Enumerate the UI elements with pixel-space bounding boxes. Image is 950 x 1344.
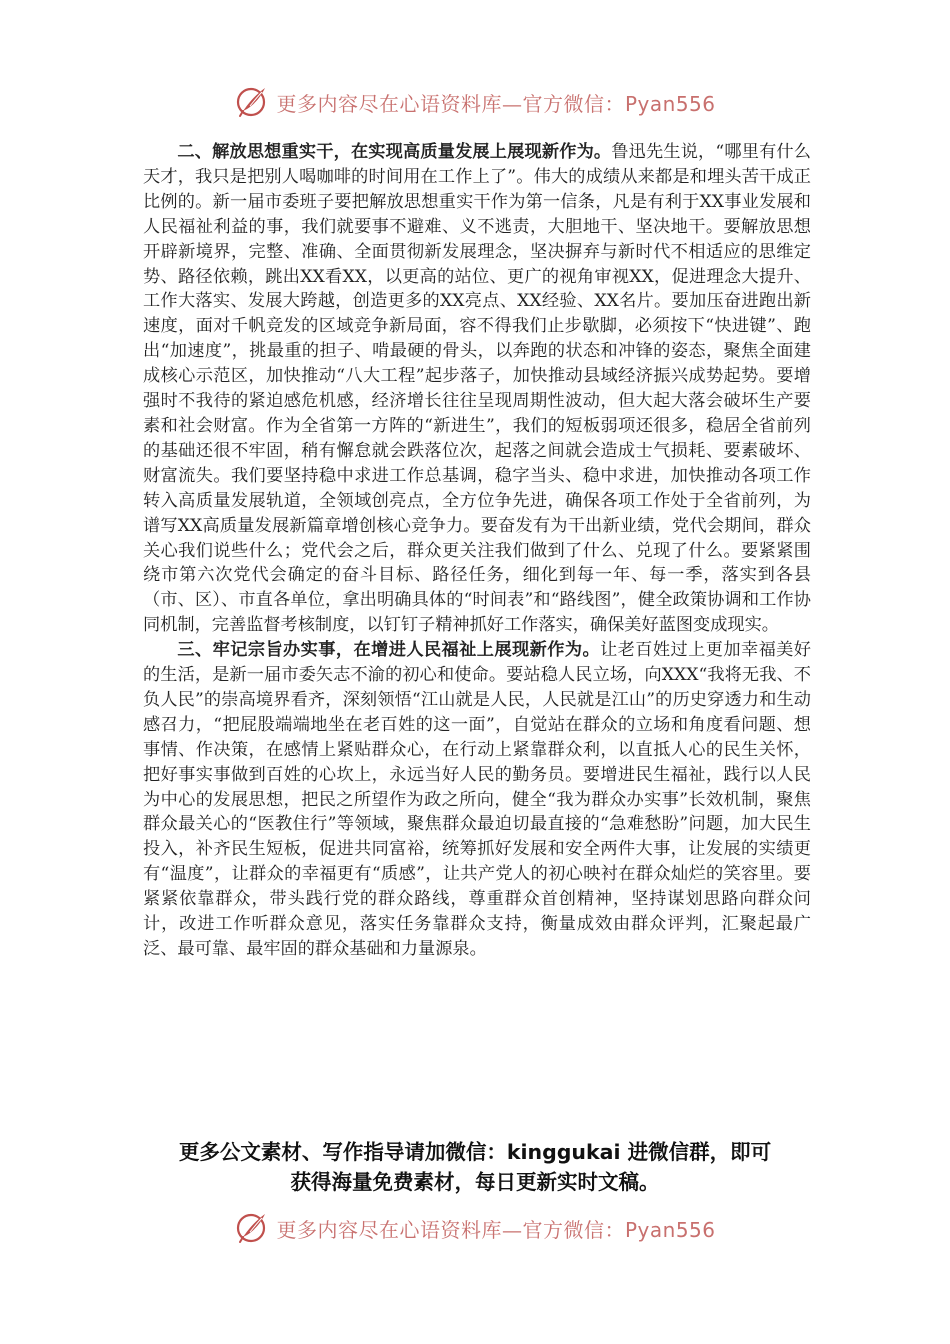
footer-banner xyxy=(0,1210,950,1246)
header-banner xyxy=(0,84,950,120)
wechat-notice xyxy=(120,1137,830,1197)
article-paragraph xyxy=(143,140,811,638)
article-paragraph xyxy=(143,638,811,962)
header-banner-handle: Pyan556 xyxy=(624,91,716,116)
header-banner-text: 更多内容尽在心语资料库—官方微信：Pyan556 xyxy=(276,91,716,116)
paragraph-body: 鲁迅先生说，“哪里有什么天才，我只是把别人喝咖啡的时间用在工作上了”。伟大的成绩从来都是和埋头苦干成正比例的。新一届市委班子要把解放思想重实干作为第一信条，凡是有利于XX事业发展和人民福祉利益的事，我们就要事不避难、义不逃责，大胆地干、坚决地干。要解放思想开辟新境界，完整、准确、全面贯彻新发展理念，坚决摒弃与新时代不相适应的思维定势、路径依赖，跳出XX看XX，以更高的站位、更广的视角审视XX，促进理念大提升、工作大落实、发展大跨越，创造更多的XX亮点、XX经验、XX名片。要加压奋进跑出新速度，面对千帆竞发的区域竞争新局面，容不得我们止步歇脚，必须按下“快进键”、跑出“加速度”，挑最重的担子、啃最硬的骨头，以奔跑的状态和冲锋的姿态，聚焦全面建成核心示范区，加快推动“八大工程”起步落子，加快推动县域经济振兴成势起势。要增强时不我待的紧迫感危机感，经济增长往往呈现周期性波动，但大起大落会破坏生产要素和社会财富。作为全省第一方阵的“新进生”，我们的短板弱项还很多，稳居全省前列的基础还很不牢固，稍有懈怠就会跌落位次，起落之间就会造成士气损耗、要素破坏、财富流失。我们要坚持稳中求进工作总基调，稳字当头、稳中求进，加快推动各项工作转入高质量发展轨道，全领域创亮点，全方位争先进，确保各项工作处于全省前列，为谱写XX高质量发展新篇章增创核心竞争力。要奋发有为干出新业绩，党代会期间，群众关心我们说些什么；党代会之后，群众更关注我们做到了什么、兑现了什么。要紧紧围绕市第六次党代会确定的奋斗目标、路径任务，细化到每一年、每一季，落实到各县（市、区）、市直各单位，拿出明确具体的“时间表”和“路线图”，健全政策协调和工作协同机制，完善监督考核制度，以钉钉子精神抓好工作落实，确保美好蓝图变成现实。 xyxy=(143,142,811,636)
footer-banner-text: 更多内容尽在心语资料库—官方微信：Pyan556 xyxy=(276,1217,716,1242)
wechat-notice-line: 更多公文素材、写作指导请加微信：kinggukai 进微信群，即可 xyxy=(178,1140,772,1164)
paragraph-heading: 二、解放思想重实干，在实现高质量发展上展现新作为。 xyxy=(177,142,612,162)
article-body xyxy=(143,140,811,962)
wechat-notice-line: 获得海量免费素材，每日更新实时文稿。 xyxy=(290,1170,660,1194)
footer-banner-handle: Pyan556 xyxy=(624,1217,716,1242)
quill-logo-icon xyxy=(234,84,270,120)
paragraph-heading: 三、牢记宗旨办实事，在增进人民福祉上展现新作为。 xyxy=(177,640,601,661)
paragraph-body: 让老百姓过上更加幸福美好的生活，是新一届市委矢志不渝的初心和使命。要站稳人民立场，向XXX“我将无我、不负人民”的崇高境界看齐，深刻领悟“江山就是人民，人民就是江山”的历史穿透力和生动感召力，“把屁股端端地坐在老百姓的这一面”，自觉站在群众的立场和角度看问题、想事情、作决策，在感情上紧贴群众心，在行动上紧靠群众利，以直抵人心的民生关怀，把好事实事做到百姓的心坎上，永远当好人民的勤务员。要增进民生福祉，践行以人民为中心的发展思想，把民之所望作为政之所向，健全“我为群众办实事”长效机制，聚焦群众最关心的“医教住行”等领域，聚焦群众最迫切最直接的“急难愁盼”问题，加大民生投入，补齐民生短板，促进共同富裕，统筹抓好发展和安全两件大事，让发展的实绩更有“温度”，让群众的幸福更有“质感”，让共产党人的初心映衬在群众灿烂的笑容里。要紧紧依靠群众，带头践行党的群众路线，尊重群众首创精神，坚持谋划思路向群众问计，改进工作听群众意见，落实任务靠群众支持，衡量成效由群众评判，汇聚起最广泛、最可靠、最牢固的群众基础和力量源泉。 xyxy=(143,640,811,959)
quill-logo-icon xyxy=(234,1210,270,1246)
